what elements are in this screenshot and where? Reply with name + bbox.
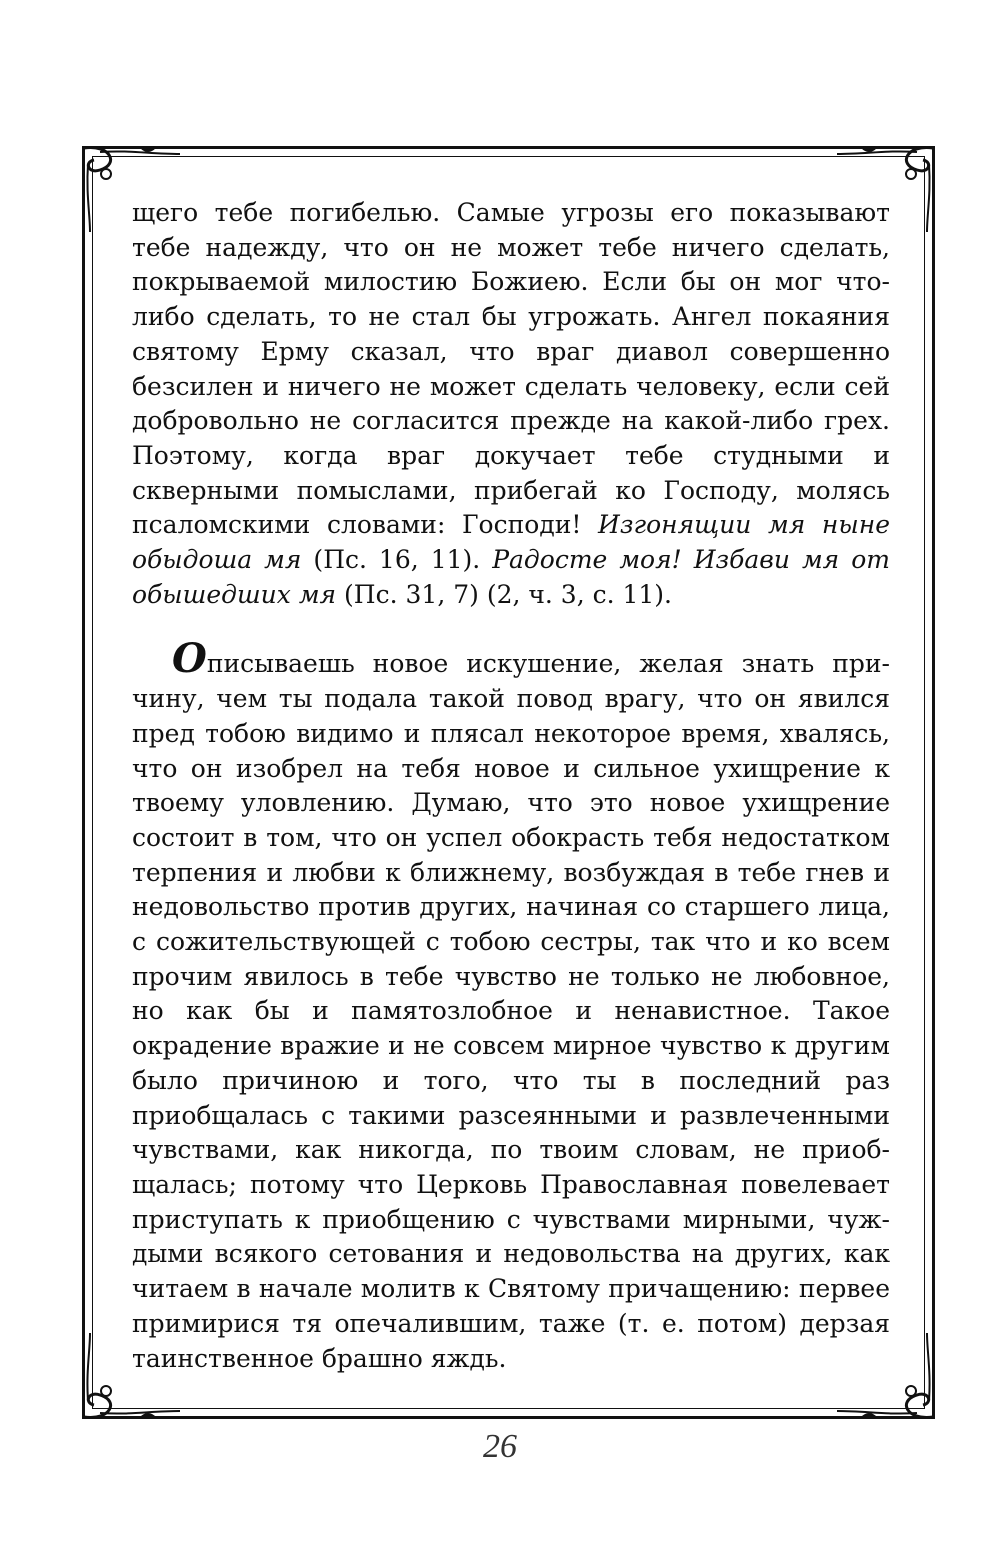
psalm-quote-1: Изгонящии мя ныне обыдоша мя (132, 510, 890, 575)
page-number: 26 (483, 1428, 517, 1465)
psalm-quote-2: Радосте моя! Избави мя от обышедших мя (132, 545, 890, 609)
drop-cap: О (172, 635, 207, 683)
main-text (132, 196, 890, 1376)
psalm-reference-2: (Пс. 31, 7) (2, ч. 3, с. 11). (336, 579, 672, 609)
psalm-reference-1: (Пс. 16, 11). (301, 545, 493, 575)
paragraph-2-text: писываешь новое искушение, желая знать причину, чем ты подала такой повод врагу, что он явился пред тобою видимо и плясал некоторое время, хвалясь, что он изобрел на тебя новое и сильное ухищрение к твоему уловлению. Думаю, что это новое ухищрение состоит в том, что он успел обокрасть тебя недостатком терпения и любви к ближнему, возбуждая в тебе гнев и недовольство против других, начиная со старшего лица, с сожительствующей с тобою сестры, так что и ко всем прочим явилось в тебе чувство не только не любовное, но как бы и памятозлобное и ненавистное. Такое окрадение вражие и не совсем мирное чувство к другим было причиною и того, что ты в последний раз приобщалась с такими разсеянными и развлеченными чувствами, как никогда, по твоим словам, не приобщалась; потому что Церковь Православная повелевает приступать к приобщению с чувствами мирными, чуждыми всякого сетования и недовольства на других, как читаем в начале молитв к Святому причащению: первее примирися тя опечалившим, таже (т. е. потом) дерзая таинственное брашно яждь. (132, 649, 890, 1373)
paragraph-2 (132, 635, 890, 1376)
paragraph-1-text: щего тебе погибелью. Самые угрозы его показывают тебе надежду, что он не может тебе ничего сделать, покрываемой милостию Божиею. Если бы он мог что-либо сделать, то не стал бы угрожать. Ангел покаяния святому Ерму сказал, что враг диавол совершенно безсилен и ничего не может сделать человеку, если сей добровольно не согласится прежде на какой-либо грех. Поэтому, когда враг докучает тебе студными и скверными помыслами, прибегай ко Господу, молясь псаломскими словами: Господи! (132, 198, 890, 540)
paragraph-1 (132, 196, 890, 612)
